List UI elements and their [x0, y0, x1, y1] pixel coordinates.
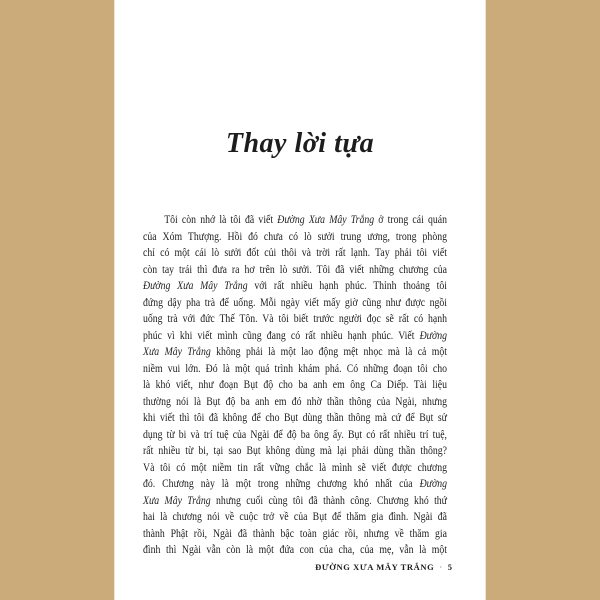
- footer-separator: ·: [439, 562, 443, 572]
- page-footer: [315, 562, 452, 572]
- text-line: Đường Xưa Mây Trắng với rất nhiều hạnh phúc. Thỉnh thoảng tôi: [143, 278, 447, 292]
- text-line: niềm vui lớn. Đó là một quá trình khám phá. Có những đoạn tôi cho: [143, 360, 447, 375]
- body-paragraph: [143, 211, 447, 558]
- text-line: Xưa Mây Trắng nhưng cuối cùng tôi đã thành công. Chương khó thứ: [143, 492, 447, 507]
- text-line: Tôi còn nhớ là tôi đã viết Đường Xưa Mây Trắng ở trong cái quán: [164, 212, 447, 226]
- text-line: phúc vì khi viết mình cũng đang có rất nhiều hạnh phúc. Viết Đường: [143, 327, 447, 342]
- page-number: 5: [447, 562, 452, 572]
- text-line: còn tay trái thì đưa ra hơ trên lò sưởi. Tôi đã viết những chương của: [143, 261, 447, 276]
- text-line: chỉ có một cái lò sưởi đốt củi thôi và trời rất lạnh. Tay phải tôi viết: [143, 245, 447, 259]
- text-line: Và tôi có một niềm tin rất vững chắc là mình sẽ viết được chương: [143, 459, 447, 474]
- book-page: [114, 0, 486, 600]
- running-title: ĐƯỜNG XƯA MÂY TRẮNG: [315, 562, 435, 572]
- text-line: thường nói là Bụt độ ba anh em đó nhờ thần thông của Ngài, nhưng: [143, 393, 447, 408]
- text-line: Xưa Mây Trắng không phải là một lao động mệt nhọc mà là cả một: [143, 344, 447, 358]
- text-line: đình thì Ngài vẫn còn là một đứa con của cha, của mẹ, vẫn là một: [143, 542, 447, 556]
- text-line: hai là chương nói về cuộc trở về của Bụt để thăm gia đình. Ngài đã: [143, 509, 447, 523]
- text-line: uống trà với đức Thế Tôn. Và tôi biết trước người đọc sẽ rất có hạnh: [143, 311, 447, 325]
- text-line: rất nhiều từ bi, tại sao Bụt không dùng mà lại phải dùng thần thông?: [143, 443, 447, 457]
- text-line: của Xóm Thượng. Hồi đó chưa có lò sưởi trung ương, trong phòng: [143, 228, 447, 243]
- text-line: dụng từ bi và trí tuệ của Ngài để độ ba ông ấy. Bụt có rất nhiều trí tuệ,: [143, 426, 447, 441]
- chapter-title: Thay lời tựa: [225, 128, 375, 159]
- text-line: đó. Chương này là một trong những chương khó nhất của Đường: [143, 476, 447, 490]
- text-line: là khó viết, như đoạn Bụt độ cho ba anh em ông Ca Diếp. Tài liệu: [143, 377, 447, 391]
- text-line: đứng dậy pha trà để uống. Mỗi ngày viết mấy giờ cũng như được ngồi: [143, 294, 447, 309]
- text-line: thành Phật rồi, Ngài đã thành bậc toàn giác rồi, nhưng về thăm gia: [143, 525, 447, 540]
- text-line: khi viết thì tôi đã không để cho Bụt dùng thần thông mà cứ để Bụt sử: [143, 410, 447, 424]
